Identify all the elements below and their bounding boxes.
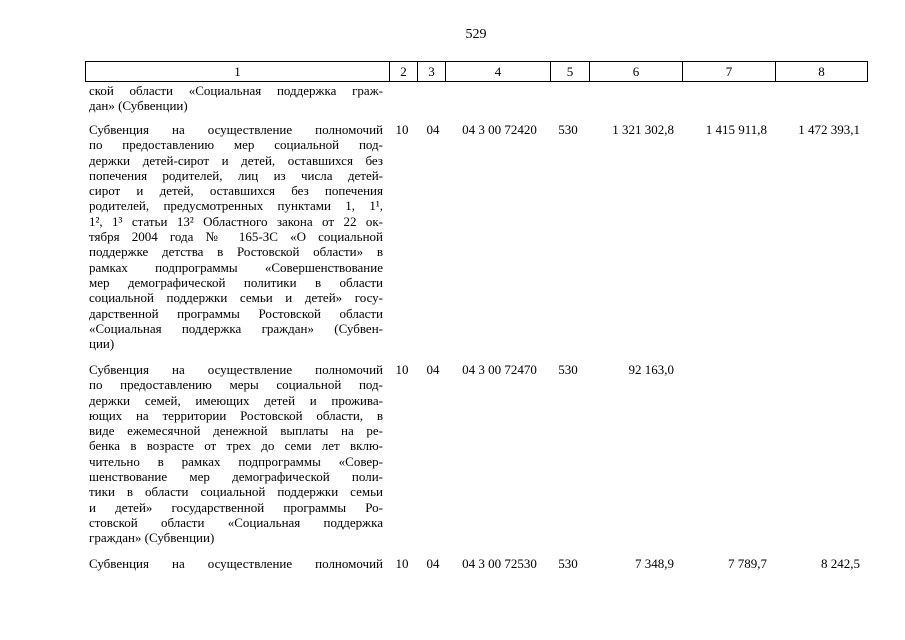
column-header-row [86,62,868,82]
column-header-5: 5 [551,62,590,82]
subsection-code: 04 [426,362,440,377]
amount-col-6: 1 321 302,8 [612,122,674,137]
description-line: Субвенция на осуществление полномочий [89,122,383,137]
amount-col-8: 8 242,5 [821,556,860,571]
description-line: дарственной программы Ростовской области [89,305,383,321]
description-line: ской области «Социальная поддержка граж- [89,83,383,98]
amount-col-7: 7 789,7 [728,556,767,571]
section-code: 10 [395,122,409,137]
description-line: дан» (Субвенции) [89,98,188,114]
subsection-code: 04 [426,122,440,137]
column-header-7: 7 [683,62,776,82]
description-line: ции) [89,336,115,352]
description-line: тики в области социальной поддержки семьи [89,484,383,500]
column-header-4: 4 [446,62,551,82]
column-header-3: 3 [418,62,446,82]
description-line: граждан» (Субвенции) [89,530,215,546]
description-line: виде ежемесячной денежной выплаты на ре- [89,423,383,439]
row-description [89,362,383,546]
description-line: ющих на территории Ростовской области, в [89,407,383,423]
description-line: стовской области «Социальная поддержка [89,514,383,530]
description-line: тября 2004 года № 165-ЗС «О социальной [89,229,383,245]
amount-col-6: 7 348,9 [635,556,674,571]
row-description [89,122,383,351]
row-description [89,83,383,114]
column-header-table [85,61,868,82]
description-line: и детей» государственной программы Ро- [89,499,383,515]
description-line: родителей, предусмотренных пунктами 1, 1¹, [89,198,383,214]
column-header-1: 1 [86,62,390,82]
description-line: держки семей, имеющих детей и прожива- [89,392,383,408]
description-line: поддержке детства в Ростовской области» в [89,244,383,260]
description-line: чительно в рамках подпрограммы «Совер- [89,453,383,469]
section-code: 10 [395,362,409,377]
amount-col-8: 1 472 393,1 [798,122,860,137]
amount-col-6: 92 163,0 [628,362,674,377]
description-line: 1², 1³ статьи 13² Областного закона от 22 ок- [89,213,383,229]
description-line: держки детей-сирот и детей, оставшихся без [89,152,383,168]
expense-type-code: 530 [558,556,578,571]
amount-col-7: 1 415 911,8 [705,122,767,137]
description-line: «Социальная поддержка граждан» (Субвен- [89,320,383,336]
description-line: социальной поддержки семьи и детей» госу- [89,290,383,306]
section-code: 10 [395,556,409,571]
column-header-6: 6 [590,62,683,82]
description-line: мер демографической политики в области [89,274,383,290]
target-item-code: 04 3 00 72470 [462,362,537,377]
description-line: по предоставлению мер социальной под- [89,137,383,153]
description-line: бенка в возрасте от трех до семи лет вклю- [89,438,383,454]
target-item-code: 04 3 00 72530 [462,556,537,571]
column-header-2: 2 [390,62,418,82]
description-line: сирот и детей, оставшихся без попечения [89,183,383,199]
subsection-code: 04 [426,556,440,571]
row-description [89,556,383,571]
description-line: рамках подпрограммы «Совершенствование [89,259,383,275]
description-line: шенствование мер демографической поли- [89,469,383,485]
expense-type-code: 530 [558,362,578,377]
description-line: Субвенция на осуществление полномочий [89,556,383,571]
expense-type-code: 530 [558,122,578,137]
description-line: Субвенция на осуществление полномочий [89,362,383,377]
column-header-8: 8 [776,62,868,82]
description-line: по предоставлению меры социальной под- [89,377,383,393]
page-number: 529 [465,27,487,42]
target-item-code: 04 3 00 72420 [462,122,537,137]
description-line: попечения родителей, лиц из числа детей- [89,167,383,183]
